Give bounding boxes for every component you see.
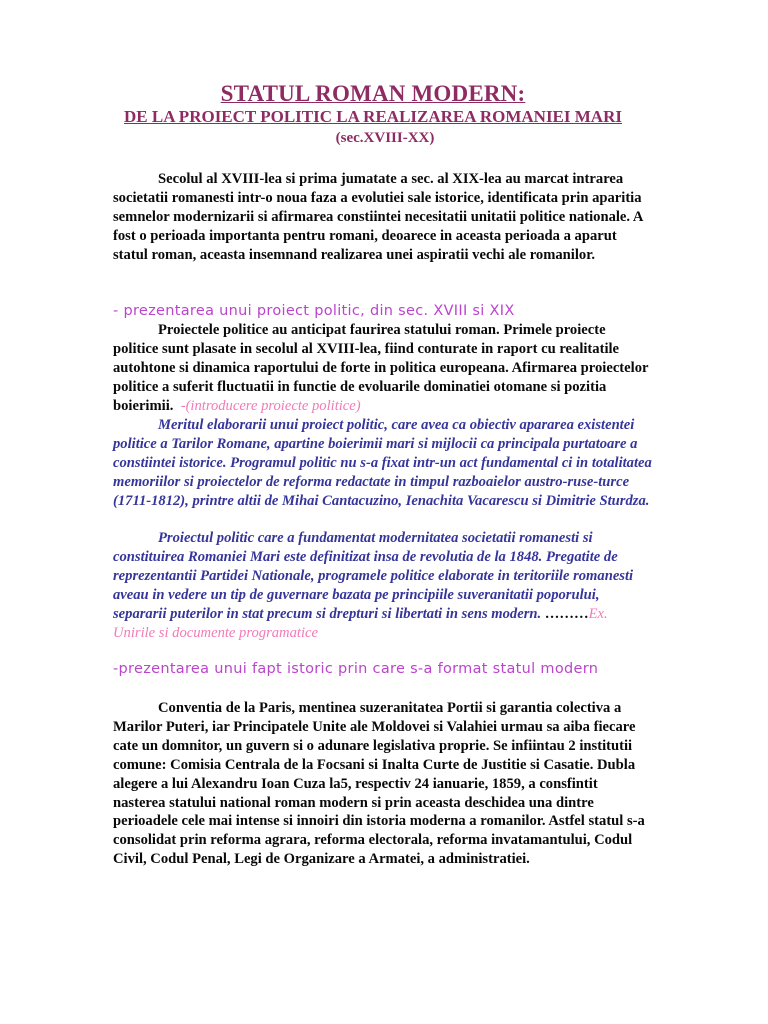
section1-paragraph3	[113, 529, 653, 642]
document-subtitle: DE LA PROIECT POLITIC LA REALIZAREA ROMANIEI MARI	[124, 107, 622, 126]
intro-paragraph: Secolul al XVIII-lea si prima jumatate a sec. al XIX-lea au marcat intrarea societatii romanesti intr-o noua faza a evolutiei sale istorice, identificata prin aparitia semnelor modernizarii si afirmarea constiintei necesitatii unitatii politice nationale. A fost o perioada importanta pentru romani, deoarece in aceasta perioada a aparut statul roman, aceasta insemnand realizarea unei aspiratii vechi ale romanilor.	[113, 171, 643, 263]
document-title: STATUL ROMAN MODERN:	[220, 81, 526, 106]
document-period: (sec.XVIII-XX)	[335, 130, 435, 146]
section2-paragraph: Conventia de la Paris, mentinea suzeranitatea Portii si garantia colectiva a Marilor Puteri, iar Principatele Unite ale Moldovei si Valahiei urmau sa aiba fiecare cate un domnitor, un guvern si o adunare legislativa proprie. Se infiintau 2 institutii comune: Comisia Centrala de la Focsani si Inalta Curte de Justitie si Casatie. Dubla alegere a lui Alexandru Ioan Cuza la5, respectiv 24 ianuarie, 1859, a consfintit nasterea statului national roman modern si prin aceasta deschidea una dintre perioadele cele mai intense si innoiri din istoria moderna a romanilor. Astfel statul s-a consolidat prin reforma agrara, reforma electorala, reforma invatamantului, Codul Civil, Codul Penal, Legi de Organizare a Armatei, a administratiei.	[113, 700, 645, 868]
section1-note2: Ex. Unirile si documente programatice	[113, 605, 608, 641]
section1-paragraph1	[113, 321, 653, 416]
section2-heading: -prezentarea unui fapt istoric prin care s-a format statul modern	[113, 661, 599, 677]
section1-ellipsis: ………	[541, 605, 589, 622]
section1-heading: - prezentarea unui proiect politic, din sec. XVIII si XIX	[113, 303, 515, 319]
section1-paragraph3-text: Proiectul politic care a fundamentat modernitatea societatii romanesti si constituirea Romaniei Mari este definitizat insa de revolutia de la 1848. Pregatite de reprezentantii Partidei Nationale, programele politice elaborate in teritoriile romanesti aveau in vedere un tip de guvernare bazata pe principiile suveranitatii poporului, separarii puterilor in stat precum si drepturi si libertati in sens modern.	[113, 530, 634, 622]
section1-paragraph1-text: Proiectele politice au anticipat faurirea statului roman. Primele proiecte politice sunt plasate in secolul al XVIII-lea, fiind conturate in raport cu realitatile autohtone si dinamica raportului de forte in politica europeana. Afirmarea proiectelor politice a suferit fluctuatii in functie de evoluarile dominatiei otomane si pozitia boierimii.	[113, 322, 649, 414]
section1-paragraph2: Meritul elaborarii unui proiect politic, care avea ca obiectiv aparareа existentei politice a Tarilor Romane, apartine boierimii mari si mijlocii ca principala purtatoare a constiintei istorice. Programul politic nu s-a fixat intr-un act fundamental ci in totalitatea memoriilor si proiectelor de reforma redactate in timpul razboaielor austro-ruse-turce (1711-1812), printre altii de Mihai Cantacuzino, Ienachita Vacarescu si Dimitrie Sturdza.	[113, 417, 652, 509]
section1-note1: -(introducere proiecte politice)	[180, 397, 361, 414]
